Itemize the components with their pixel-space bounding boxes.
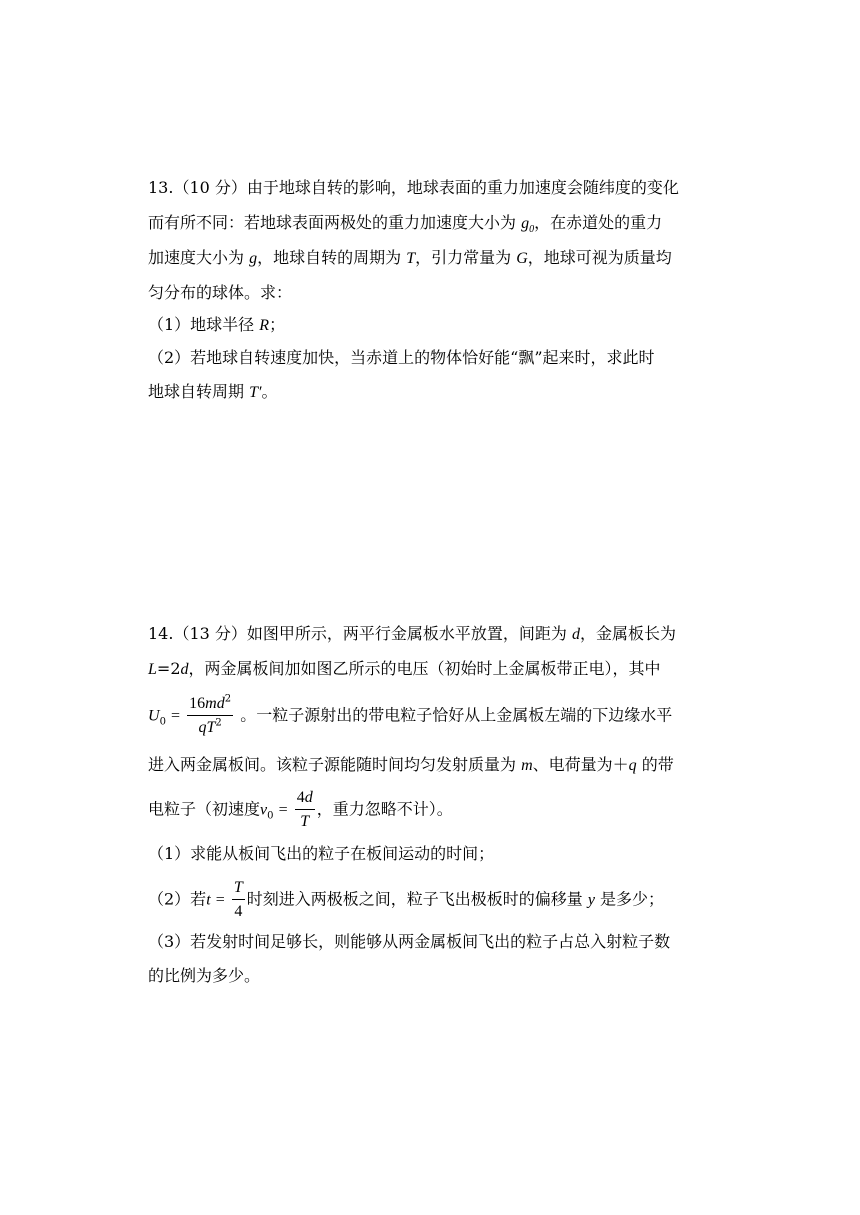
fraction-numerator xyxy=(187,694,233,716)
symbol-v0: v xyxy=(260,801,268,819)
symbol-g0: g xyxy=(521,215,530,232)
symbol-R: R xyxy=(259,317,270,334)
u0-fraction xyxy=(187,694,233,738)
symbol-y: y xyxy=(587,891,595,909)
q13-line-2 xyxy=(148,213,663,236)
q13-text: （2）若地球自转速度加快，当赤道上的物体恰好能“飘”起来时，求此时 xyxy=(148,348,655,367)
number: 4 xyxy=(296,789,305,806)
q14-line-2 xyxy=(148,661,661,678)
q14-part-1 xyxy=(148,846,494,862)
q13-text: ； xyxy=(269,315,286,334)
symbol-m: m xyxy=(521,757,533,774)
symbol-g: g xyxy=(249,250,258,267)
q14-text: 、电荷量为＋ xyxy=(532,755,629,774)
q14-part-3-cont xyxy=(148,968,260,984)
q14-text: 时刻进入两极板之间，粒子飞出极板时的偏移量 xyxy=(246,889,588,909)
q13-text: ，地球可视为质量均 xyxy=(527,248,672,267)
equals-sign: = xyxy=(215,891,225,909)
symbol-L: L xyxy=(148,661,157,678)
symbol-d: d xyxy=(180,661,189,678)
q14-text: （2）若 xyxy=(148,889,207,909)
q14-text: ，重力忽略不计）。 xyxy=(316,799,453,819)
q13-text: 13.（10 分）由于地球自转的影响，地球表面的重力加速度会随纬度的变化 xyxy=(148,178,679,197)
q13-part-2-cont xyxy=(148,384,278,401)
fraction-numerator xyxy=(295,788,315,810)
q13-text: ，在赤道处的重力 xyxy=(534,213,663,232)
fraction-denominator xyxy=(187,716,233,737)
equals-sign: = xyxy=(278,801,288,819)
symbol-T: T xyxy=(406,250,416,267)
q14-text: 进入两金属板间。该粒子源能随时间均匀发射质量为 xyxy=(148,755,522,774)
fraction-denominator xyxy=(232,900,245,921)
q13-part-2 xyxy=(148,350,655,366)
q13-text: 匀分布的球体。求： xyxy=(148,283,293,302)
q14-line-3 xyxy=(148,694,672,738)
q14-line-5 xyxy=(148,788,453,832)
q14-part-2 xyxy=(148,878,664,922)
q13-text: 加速度大小为 xyxy=(148,248,250,267)
q14-text: （3）若发射时间足够长，则能够从两金属板间飞出的粒子占总入射粒子数 xyxy=(148,932,671,951)
q14-text: ，两金属板间加如图乙所示的电压（初始时上金属板带正电），其中 xyxy=(188,659,661,678)
q14-text: ，金属板长为 xyxy=(579,624,676,643)
q13-line-4 xyxy=(148,285,292,301)
t-fraction xyxy=(232,878,245,922)
symbol-U0: U xyxy=(148,707,160,725)
superscript-2: 2 xyxy=(224,693,232,705)
q13-text: （1）地球半径 xyxy=(148,315,260,334)
q14-text: 是多少； xyxy=(594,889,665,909)
v0-fraction xyxy=(295,788,315,832)
symbol-T: T xyxy=(300,813,310,831)
fraction-numerator xyxy=(232,878,245,900)
symbol-m: m xyxy=(205,695,217,712)
symbol-T: T xyxy=(206,719,216,737)
symbol-d: d xyxy=(216,695,225,712)
q13-text: ，引力常量为 xyxy=(415,248,517,267)
q14-part-3 xyxy=(148,934,670,950)
q13-line-1 xyxy=(148,180,679,196)
q13-text: ，地球自转的周期为 xyxy=(257,248,407,267)
symbol-q: q xyxy=(198,719,207,737)
q14-text: （1）求能从板间飞出的粒子在板间运动的时间； xyxy=(148,844,495,863)
number: 16 xyxy=(189,695,206,712)
q14-text: 的带 xyxy=(636,755,674,774)
symbol-d: d xyxy=(571,626,580,643)
q14-text: =2 xyxy=(156,659,181,678)
q14-text: 。一粒子源射出的带电粒子恰好从上金属板左端的下边缘水平 xyxy=(240,705,673,725)
q13-text: 。 xyxy=(261,382,278,401)
fraction-denominator xyxy=(295,810,315,831)
q14-text: 的比例为多少。 xyxy=(148,966,261,985)
q13-part-1 xyxy=(148,317,285,334)
q14-line-1 xyxy=(148,626,676,643)
subscript-0: 0 xyxy=(267,810,274,822)
q14-text: 电粒子（初速度 xyxy=(148,799,261,819)
q13-line-3 xyxy=(148,250,672,267)
subscript-0: 0 xyxy=(159,716,166,728)
symbol-q: q xyxy=(628,757,637,774)
symbol-T-prime: T′ xyxy=(249,384,262,401)
superscript-2: 2 xyxy=(215,718,222,730)
symbol-t: t xyxy=(206,891,211,909)
symbol-G: G xyxy=(516,250,528,267)
q13-text: 地球自转周期 xyxy=(148,382,250,401)
q13-text: 而有所不同：若地球表面两极处的重力加速度大小为 xyxy=(148,213,522,232)
q14-text: 14.（13 分）如图甲所示，两平行金属板水平放置，间距为 xyxy=(148,624,572,643)
symbol-T: T xyxy=(233,879,243,896)
q14-line-4 xyxy=(148,757,674,774)
symbol-d: d xyxy=(304,789,313,806)
subscript-0: 0 xyxy=(529,224,535,236)
number: 4 xyxy=(234,903,243,921)
equals-sign: = xyxy=(171,707,181,725)
